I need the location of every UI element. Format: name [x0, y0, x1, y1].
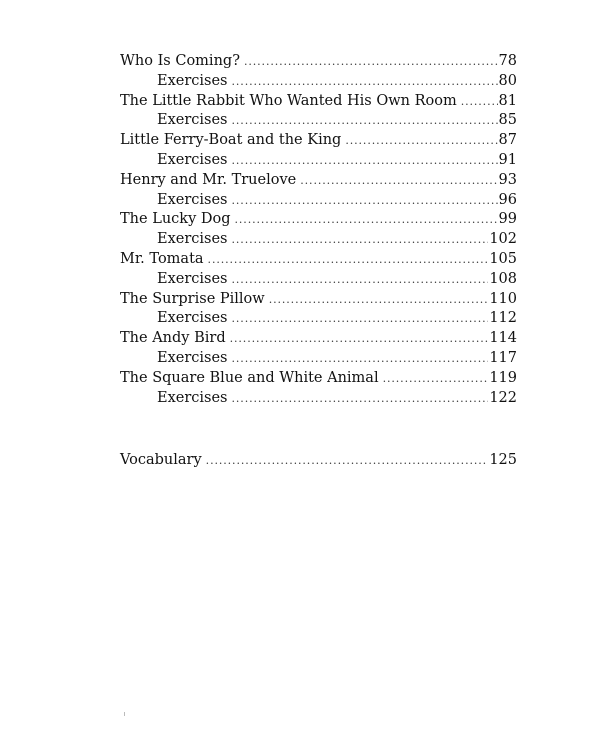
- toc-entry-title: Exercises: [157, 270, 228, 287]
- toc-entry-mr-tomata: [120, 250, 517, 270]
- dot-leader: [300, 171, 497, 191]
- toc-entry-title: The Little Rabbit Who Wanted His Own Room: [120, 92, 457, 109]
- toc-entry-page: 85: [498, 112, 517, 129]
- toc-entry-page: 110: [489, 290, 517, 307]
- toc-entry-page: 87: [498, 132, 517, 149]
- toc-entry-lucky-dog: [120, 210, 517, 230]
- toc-entry-title: The Square Blue and White Animal: [120, 369, 379, 386]
- dot-leader: [230, 329, 489, 349]
- toc-entry-page: 105: [489, 250, 517, 267]
- toc-entry-vocabulary: [120, 451, 517, 471]
- toc-entry-page: 112: [489, 310, 517, 327]
- dot-leader: [232, 270, 489, 290]
- toc-entry-page: 80: [498, 72, 517, 89]
- dot-leader: [232, 72, 498, 92]
- dot-leader: [345, 131, 497, 151]
- dot-leader: [232, 191, 498, 211]
- dot-leader: [206, 451, 489, 471]
- toc-entry-page: 99: [498, 211, 517, 228]
- toc-entry-exercises: [120, 111, 517, 131]
- toc-entry-exercises: [120, 230, 517, 250]
- toc-entry-page: 96: [498, 191, 517, 208]
- dot-leader: [269, 290, 489, 310]
- toc-entry-title: Exercises: [157, 112, 228, 129]
- toc-entry-title: Mr. Tomata: [120, 250, 204, 267]
- dot-leader: [244, 52, 498, 72]
- dot-leader: [235, 210, 498, 230]
- toc-entry-surprise-pillow: [120, 290, 517, 310]
- toc-entry-page: 114: [489, 330, 517, 347]
- toc-entry-exercises: [120, 270, 517, 290]
- toc-entry-title: Exercises: [157, 151, 228, 168]
- toc-entry-title: Exercises: [157, 310, 228, 327]
- toc-entry-title: Who Is Coming?: [120, 53, 240, 69]
- toc-entry-title: Exercises: [157, 231, 228, 248]
- toc-entry-title: Exercises: [157, 349, 228, 366]
- dot-leader: [383, 369, 489, 389]
- scan-speck: [124, 712, 125, 716]
- dot-leader: [232, 309, 489, 329]
- toc-entry-exercises: [120, 349, 517, 369]
- toc-entry-page: 78: [498, 53, 517, 69]
- toc-entry-page: 125: [489, 452, 517, 469]
- toc-entry-ferry-boat: [120, 131, 517, 151]
- toc-entry-title: Exercises: [157, 72, 228, 89]
- dot-leader: [461, 92, 498, 112]
- toc-entry-square-animal: [120, 369, 517, 389]
- toc-entry-henry-truelove: [120, 171, 517, 191]
- toc-entry-page: 117: [489, 349, 517, 366]
- toc-entry-title: The Surprise Pillow: [120, 290, 265, 307]
- toc-entry-page: 119: [489, 369, 517, 386]
- toc-entry-title: The Lucky Dog: [120, 211, 231, 228]
- toc-entry-title: Vocabulary: [120, 452, 202, 469]
- toc-entry-exercises: [120, 309, 517, 329]
- toc-entry-andy-bird: [120, 329, 517, 349]
- toc-entry-exercises: [120, 72, 517, 92]
- toc-entry-page: 122: [489, 389, 517, 406]
- toc-entry-title: The Andy Bird: [120, 330, 226, 347]
- toc-entry-title: Exercises: [157, 191, 228, 208]
- toc-entry-title: Little Ferry-Boat and the King: [120, 132, 342, 149]
- dot-leader: [232, 151, 498, 171]
- toc-entry-page: 93: [498, 171, 517, 188]
- toc-entry-title: Exercises: [157, 389, 228, 406]
- toc-entry-title: Henry and Mr. Truelove: [120, 171, 297, 188]
- toc-entry-page: 91: [498, 151, 517, 168]
- toc-entry-exercises: [120, 191, 517, 211]
- table-of-contents: [120, 52, 517, 471]
- toc-entry-exercises: [120, 389, 517, 409]
- toc-entry-page: 81: [498, 92, 517, 109]
- dot-leader: [232, 389, 489, 409]
- dot-leader: [232, 111, 498, 131]
- toc-entry-page: 102: [489, 231, 517, 248]
- toc-entry-exercises: [120, 151, 517, 171]
- dot-leader: [208, 250, 489, 270]
- toc-entry-page: 108: [489, 270, 517, 287]
- toc-entry-who-is-coming: [120, 52, 517, 72]
- toc-entry-little-rabbit: [120, 92, 517, 112]
- dot-leader: [232, 349, 489, 369]
- dot-leader: [232, 230, 489, 250]
